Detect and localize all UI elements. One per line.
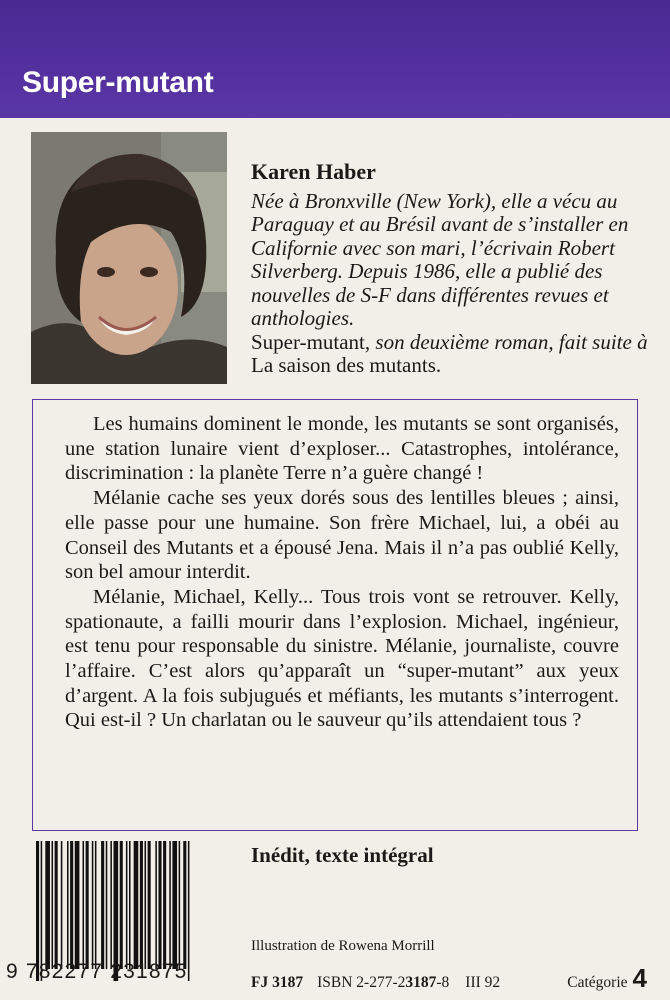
author-block [251,160,651,378]
author-bio-text-2: son deuxième roman, fait suite à [370,329,648,354]
barcode-bar [158,841,161,969]
barcode-bar [155,841,157,969]
barcode-bar [61,841,63,969]
isbn-bold: 3187 [405,974,437,991]
barcode-bar [67,841,69,969]
barcode-bar [92,841,94,969]
date-code: III 92 [465,974,501,991]
barcode-bar [106,841,108,969]
barcode-bar [145,841,147,969]
category-number: 4 [632,963,647,993]
blurb-box [32,399,638,831]
barcode-bar [169,841,171,969]
author-bio [251,190,651,378]
barcode-bar [75,841,80,969]
isbn-suffix: -8 [436,974,450,991]
header-band [0,0,670,118]
illustration-credit: Illustration de Rowena Morrill [251,938,435,954]
category-label: Catégorie [567,974,628,991]
book-title-saison: La saison des mutants. [251,353,442,377]
barcode-bar [52,841,54,969]
barcode-bar [70,841,73,969]
barcode-bar [179,841,181,969]
author-portrait-photo [31,132,227,384]
blurb-paragraph-2: Mélanie cache ses yeux dorés sous des lentilles bleues ; ainsi, elle passe pour une humaine. Son frère Michael, lui, a obéi au Conseil des Mutants et a épousé Jena. Mais il n’a pas oublié Kelly, son bel amour interdit. [65,487,619,584]
barcode-bar [163,841,166,969]
catalog-line [251,963,647,994]
barcode-bar [55,841,58,969]
fj-code: FJ 3187 [251,974,304,991]
author-name: Karen Haber [251,159,376,184]
barcode-bar [110,841,112,969]
barcode-bar [101,841,104,969]
author-bio-text: Née à Bronxville (New York), elle a vécu au Paraguay et au Brésil avant de s’installer en Californie avec son mari, l’écrivain Robert Silverberg. Depuis 1986, elle a publié des nouvelles de S-F dans différentes revues et anthologies. [251,188,629,330]
barcode-bar [140,841,143,969]
barcode-bar [148,841,151,969]
barcode-bar [45,841,50,969]
barcode-digits: 9 782277 231875 [6,960,188,983]
barcode-bar [129,841,131,969]
isbn-prefix: ISBN 2-277-2 [317,974,406,991]
blurb-paragraph-1: Les humains dominent le monde, les mutants se sont organisés, une station lunaire vient d’exploser... Catastrophes, intolérance, discrimination : la planète Terre n’a guère changé ! [65,413,619,485]
barcode-bar [120,841,123,969]
barcode-bar [83,841,85,969]
book-title-super-mutant: Super-mutant, [251,329,371,354]
barcode-bar [95,841,97,969]
blurb-paragraph-3: Mélanie, Michael, Kelly... Tous trois vont se retrouver. Kelly, spationaute, a failli mourir dans l’explosion. Michael, ingénieur, est tenu pour responsable du sinistre. Mélanie, journaliste, couvre l’affaire. C’est alors qu’apparaît un “super-mutant” aux yeux d’argent. A la fois subjugués et méfiants, les mutants s’interrogent. Qui est-il ? Un charlatan ou le sauveur qu’ils attendaient tous ? [65,585,619,732]
barcode-bar [126,841,128,969]
edition-label: Inédit, texte intégral [251,843,434,867]
category [567,963,647,994]
barcode-bar [172,841,177,969]
barcode-bar [86,841,89,969]
series-title: Super-mutant [22,66,214,99]
isbn [317,974,449,992]
barcode-bar [183,841,186,969]
barcode-bar [134,841,139,969]
